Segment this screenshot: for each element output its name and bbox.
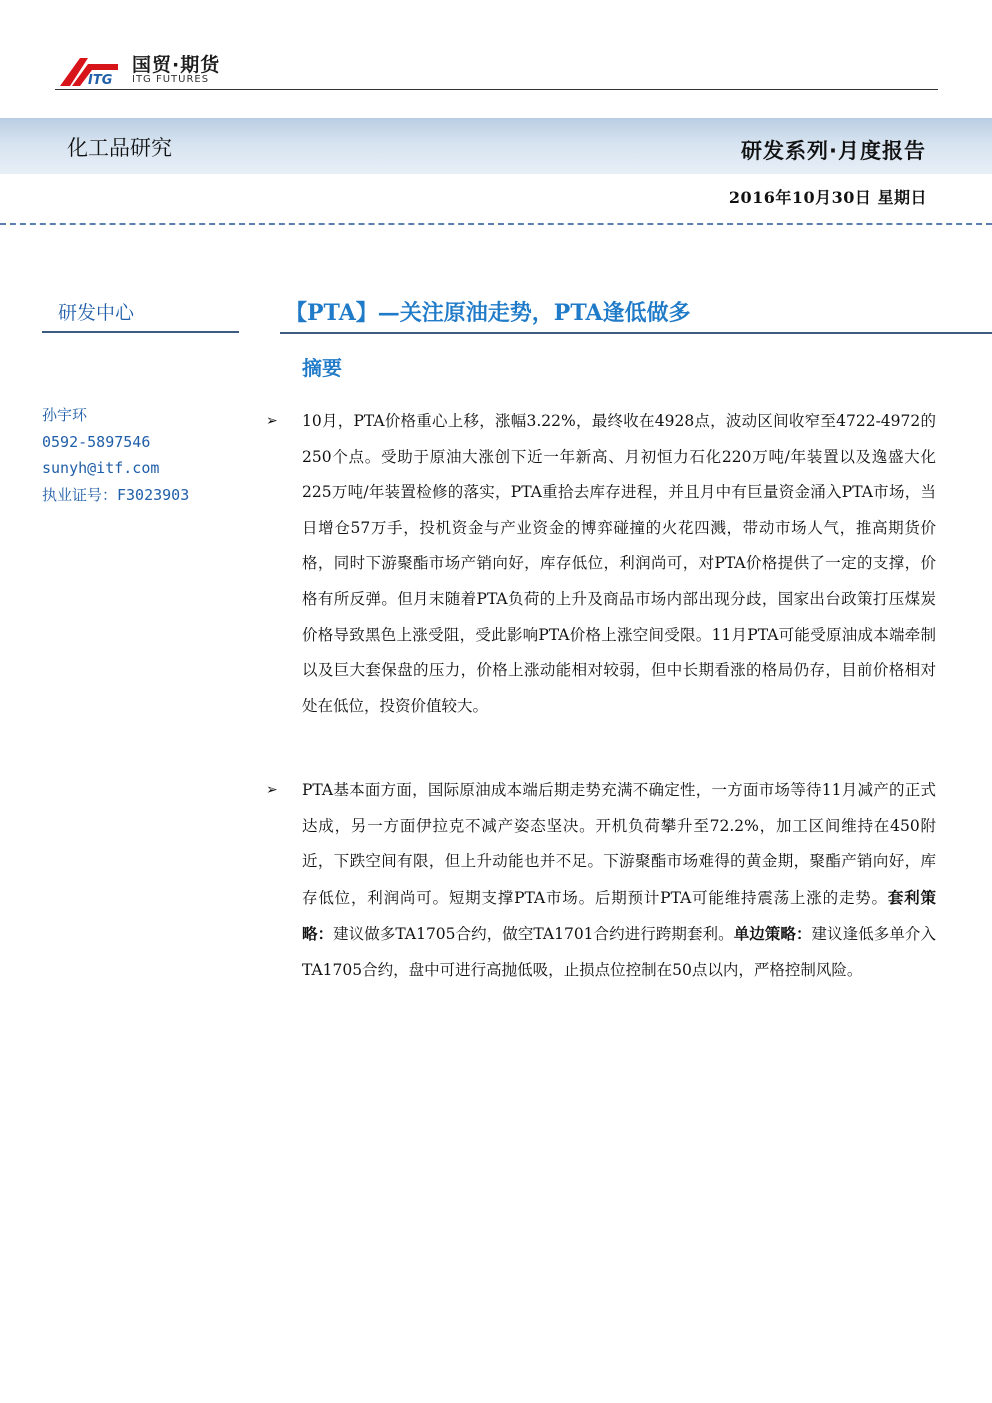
sidebar-divider xyxy=(42,331,239,333)
dashed-divider xyxy=(0,223,992,225)
report-section: 化工品研究 xyxy=(67,136,172,160)
report-title: 【PTA】—关注原油走势，PTA逢低做多 xyxy=(285,300,691,326)
analyst-license: 执业证号：F3023903 xyxy=(42,485,190,504)
analyst-name: 孙宇环 xyxy=(42,406,88,424)
report-series: 研发系列·月度报告 xyxy=(741,139,926,163)
itg-logo-icon xyxy=(58,54,122,88)
summary-paragraph-2 xyxy=(302,773,936,989)
bullet-arrow-icon: ➢ xyxy=(266,782,278,798)
header-divider xyxy=(55,89,938,90)
arbitrage-strategy-text: 建议做多TA1705合约，做空TA1701合约进行跨期套利。 xyxy=(333,925,734,944)
company-logo xyxy=(58,48,238,90)
logo-mark-text: ITG xyxy=(88,73,113,88)
logo-english-name: ITG FUTURES xyxy=(132,74,210,85)
analyst-email[interactable]: sunyh@itf.com xyxy=(42,459,160,477)
analyst-contact xyxy=(42,402,189,508)
arbitrage-strategy-label: 套利策略： xyxy=(302,887,936,944)
analyst-phone: 0592-5897546 xyxy=(42,432,151,451)
unilateral-strategy-label: 单边策略： xyxy=(733,924,812,944)
sidebar-title: 研发中心 xyxy=(58,302,135,324)
paragraph-2-text: PTA基本面方面，国际原油成本端后期走势充满不确定性，一方面市场等待11月减产的正式达成，另一方面伊拉克不减产姿态坚决。开机负荷攀升至72.2%，加工区间维持在450附近，下跌空间有限，但上升动能也并不足。下游聚酯市场难得的黄金期，聚酯产销向好，库存低位，利润尚可。短期支撑PTA市场。后期预计PTA可能维持震荡上涨的走势。 xyxy=(302,781,936,907)
unilateral-strategy-text: 建议逢低多单介入TA1705合约，盘中可进行高抛低吸，止损点位控制在50点以内，严格控制风险。 xyxy=(302,925,936,979)
report-date: 2016年10月30日 星期日 xyxy=(728,188,927,207)
title-divider xyxy=(280,332,992,334)
abstract-heading: 摘要 xyxy=(302,356,342,380)
summary-paragraph-1: 10月，PTA价格重心上移，涨幅3.22%，最终收在4928点，波动区间收窄至4722-4972的250个点。受助于原油大涨创下近一年新高、月初恒力石化220万吨/年装置以及逸盛大化225万吨/年装置检修的落实，PTA重拾去库存进程，并且月中有巨量资金涌入PTA市场，当日增仓57万手，投机资金与产业资金的博弈碰撞的火花四溅，带动市场人气，推高期货价格，同时下游聚酯市场产销向好，库存低位，利润尚可，对PTA价格提供了一定的支撑，价格有所反弹。但月末随着PTA负荷的上升及商品市场内部出现分歧，国家出台政策打压煤炭价格导致黑色上涨受阻，受此影响PTA价格上涨空间受限。11月PTA可能受原油成本端牵制以及巨大套保盘的压力，价格上涨动能相对较弱，但中长期看涨的格局仍存，目前价格相对处在低位，投资价值较大。 xyxy=(302,412,936,715)
logo-chinese-name: 国贸·期货 xyxy=(132,54,221,76)
bullet-arrow-icon: ➢ xyxy=(266,413,278,429)
